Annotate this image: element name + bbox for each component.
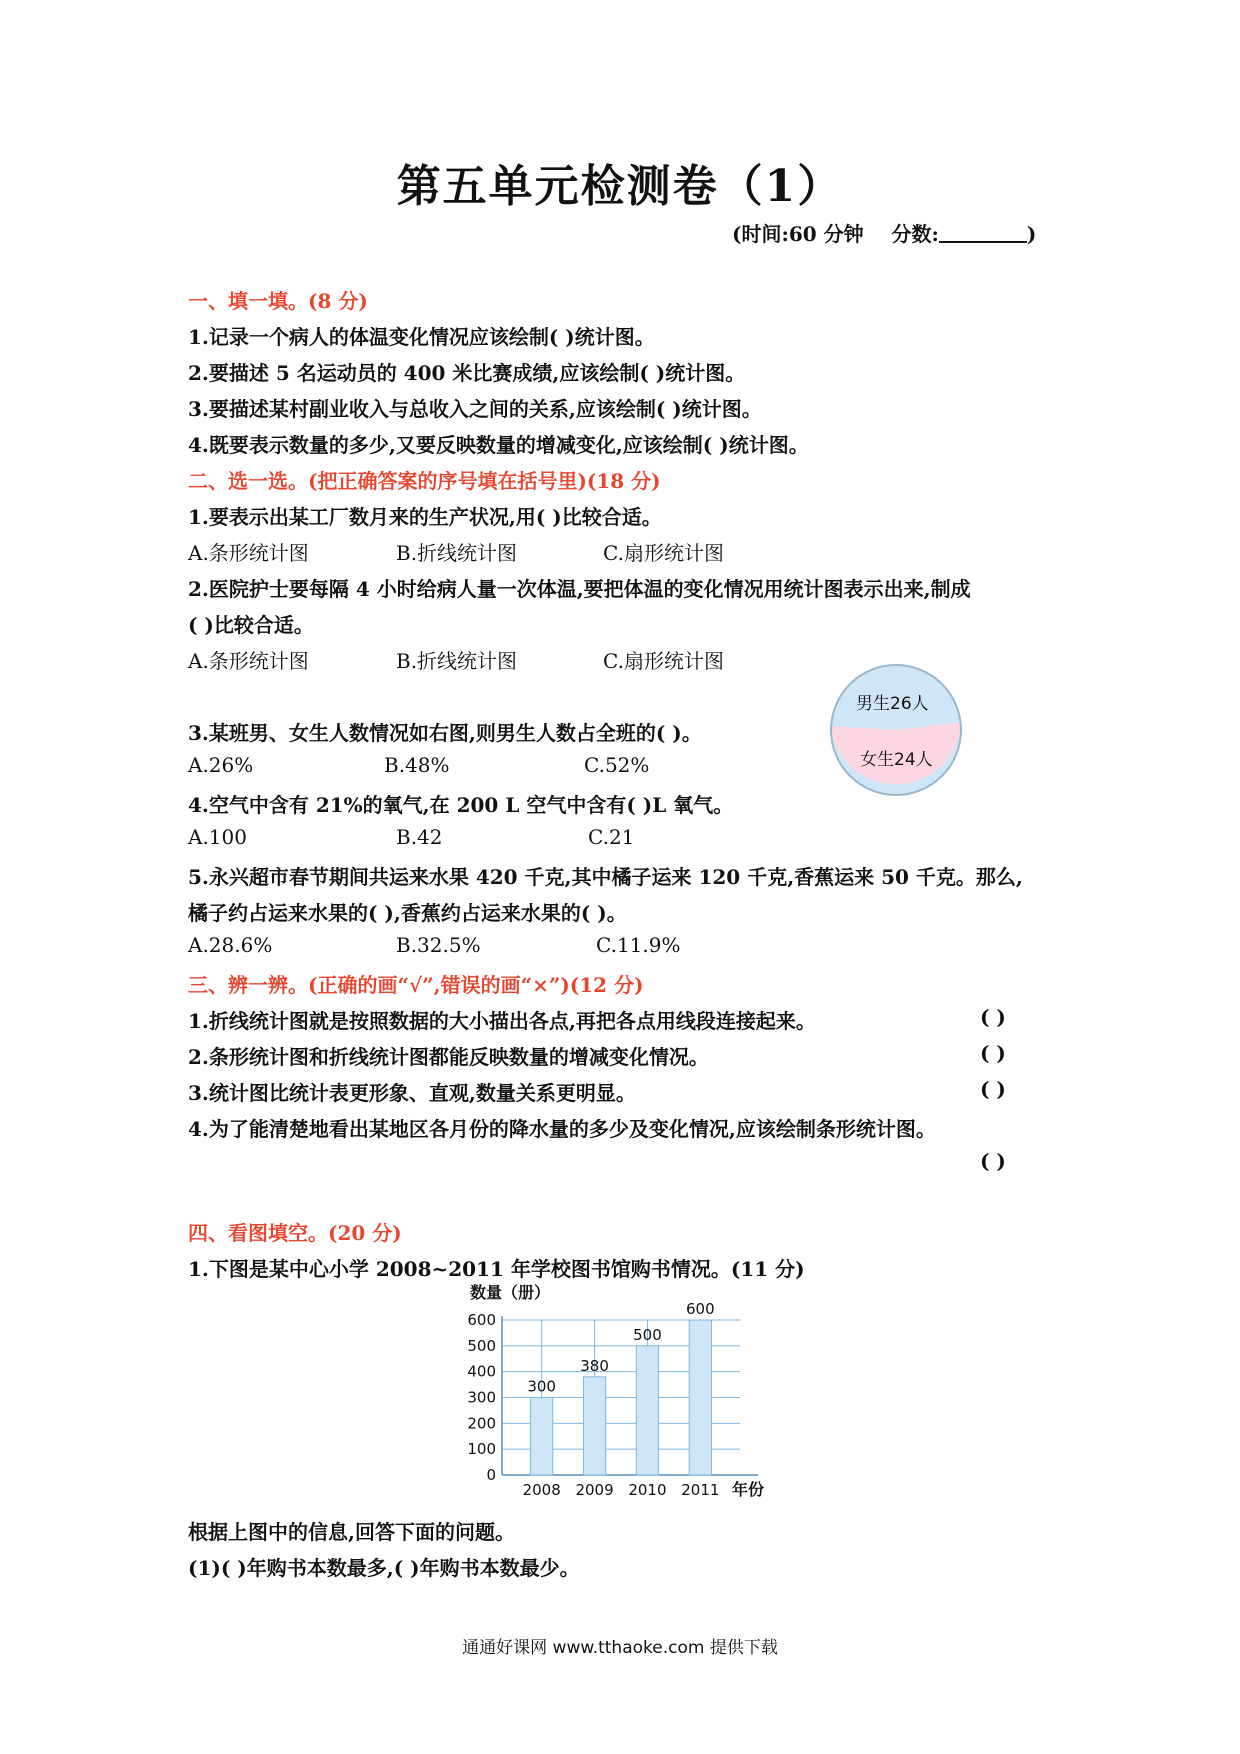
s2-q5-option-c: C.11.9%	[596, 933, 681, 957]
score-label: 分数:	[891, 222, 939, 246]
book-purchase-bar-chart	[450, 1280, 790, 1510]
gender-pie-chart	[826, 660, 966, 800]
s2-question-1: 1.要表示出某工厂数月来的生产状况,用( )比较合适。	[188, 505, 662, 529]
s3-answer-paren-1: ( )	[980, 1005, 1006, 1029]
s2-q4-option-a: A.100	[188, 825, 247, 849]
s2-q3-option-b: B.48%	[384, 753, 450, 777]
s3-statement-1: 1.折线统计图就是按照数据的大小描出各点,再把各点用线段连接起来。	[188, 1009, 816, 1033]
s2-question-5-line-2: 橘子约占运来水果的( ),香蕉约占运来水果的( )。	[188, 901, 627, 925]
s2-question-4: 4.空气中含有 21%的氧气,在 200 L 空气中含有( )L 氧气。	[188, 793, 734, 817]
chart-y-tick-label: 200	[467, 1414, 496, 1433]
s2-q5-option-b: B.32.5%	[396, 933, 481, 957]
s1-question-1: 1.记录一个病人的体温变化情况应该绘制( )统计图。	[188, 325, 655, 349]
s2-q5-option-a: A.28.6%	[188, 933, 273, 957]
s3-statement-3: 3.统计图比统计表更形象、直观,数量关系更明显。	[188, 1081, 636, 1105]
chart-bar	[636, 1346, 658, 1475]
meta-close: )	[1026, 222, 1037, 246]
s1-question-4: 4.既要表示数量的多少,又要反映数量的增减变化,应该绘制( )统计图。	[188, 433, 809, 457]
s4-subquestion-1: (1)( )年购书本数最多,( )年购书本数最少。	[188, 1556, 580, 1580]
score-blank	[939, 223, 1027, 243]
chart-bar-value-label: 600	[686, 1300, 715, 1318]
chart-y-tick-label: 500	[467, 1336, 496, 1355]
s2-q4-option-b: B.42	[396, 825, 443, 849]
s2-question-3: 3.某班男、女生人数情况如右图,则男生人数占全班的( )。	[188, 721, 702, 745]
chart-x-axis-label: 年份	[732, 1480, 765, 1499]
chart-y-tick-label: 100	[467, 1440, 496, 1459]
chart-y-tick-label: 600	[467, 1311, 496, 1329]
chart-bar-value-label: 380	[580, 1356, 609, 1375]
chart-y-tick-label: 0	[486, 1466, 496, 1484]
s2-q2-option-b: B.折线统计图	[396, 649, 518, 673]
chart-y-axis-label: 数量（册）	[470, 1283, 551, 1302]
time-label: (时间:60 分钟	[732, 222, 864, 246]
chart-x-tick-label: 2009	[575, 1481, 614, 1499]
chart-bar	[689, 1320, 711, 1475]
chart-y-tick-label: 300	[467, 1388, 496, 1407]
s2-q1-option-b: B.折线统计图	[396, 541, 518, 565]
s2-q3-option-a: A.26%	[188, 753, 254, 777]
page-title: 第五单元检测卷（1）	[396, 161, 844, 212]
chart-x-tick-label: 2008	[522, 1481, 561, 1499]
s1-question-3: 3.要描述某村副业收入与总收入之间的关系,应该绘制( )统计图。	[188, 397, 762, 421]
s2-q2-option-c: C.扇形统计图	[603, 649, 724, 673]
s2-q1-option-a: A.条形统计图	[188, 541, 309, 565]
chart-bar-value-label: 300	[527, 1377, 556, 1396]
pie-label-girls: 女生24人	[860, 750, 933, 770]
s2-q3-option-c: C.52%	[584, 753, 650, 777]
s2-question-5-line-1: 5.永兴超市春节期间共运来水果 420 千克,其中橘子运来 120 千克,香蕉运来 50 千克。那么,	[188, 865, 1023, 889]
page-footer: 通通好课网 www.tthaoke.com 提供下载	[462, 1638, 778, 1658]
s3-answer-paren-2: ( )	[980, 1041, 1006, 1065]
chart-bar-value-label: 500	[633, 1325, 662, 1344]
pie-label-boys: 男生26人	[856, 694, 929, 714]
s3-answer-paren-3: ( )	[980, 1077, 1006, 1101]
chart-bar	[531, 1398, 553, 1476]
s4-instruction: 根据上图中的信息,回答下面的问题。	[188, 1520, 515, 1544]
chart-bar	[583, 1377, 605, 1475]
s2-q1-option-c: C.扇形统计图	[603, 541, 724, 565]
s2-q2-option-a: A.条形统计图	[188, 649, 309, 673]
s2-q4-option-c: C.21	[588, 825, 635, 849]
s3-statement-2: 2.条形统计图和折线统计图都能反映数量的增减变化情况。	[188, 1045, 709, 1069]
s2-question-2-line-1: 2.医院护士要每隔 4 小时给病人量一次体温,要把体温的变化情况用统计图表示出来,制成	[188, 577, 971, 601]
exam-meta	[732, 218, 1036, 247]
s1-question-2: 2.要描述 5 名运动员的 400 米比赛成绩,应该绘制( )统计图。	[188, 361, 746, 385]
chart-x-tick-label: 2010	[628, 1481, 667, 1499]
s2-question-2-line-2: ( )比较合适。	[188, 613, 314, 637]
section-1-heading: 一、填一填。(8 分)	[188, 289, 368, 313]
section-3-heading: 三、辨一辨。(正确的画“√”,错误的画“×”)(12 分)	[188, 973, 644, 997]
s3-statement-4: 4.为了能清楚地看出某地区各月份的降水量的多少及变化情况,应该绘制条形统计图。	[188, 1117, 936, 1141]
section-4-heading: 四、看图填空。(20 分)	[188, 1221, 402, 1245]
section-2-heading: 二、选一选。(把正确答案的序号填在括号里)(18 分)	[188, 469, 661, 493]
chart-x-tick-label: 2011	[681, 1481, 720, 1499]
s3-answer-paren-4: ( )	[980, 1149, 1006, 1173]
chart-y-tick-label: 400	[467, 1362, 496, 1381]
s4-question-1: 1.下图是某中心小学 2008~2011 年学校图书馆购书情况。(11 分)	[188, 1257, 805, 1281]
